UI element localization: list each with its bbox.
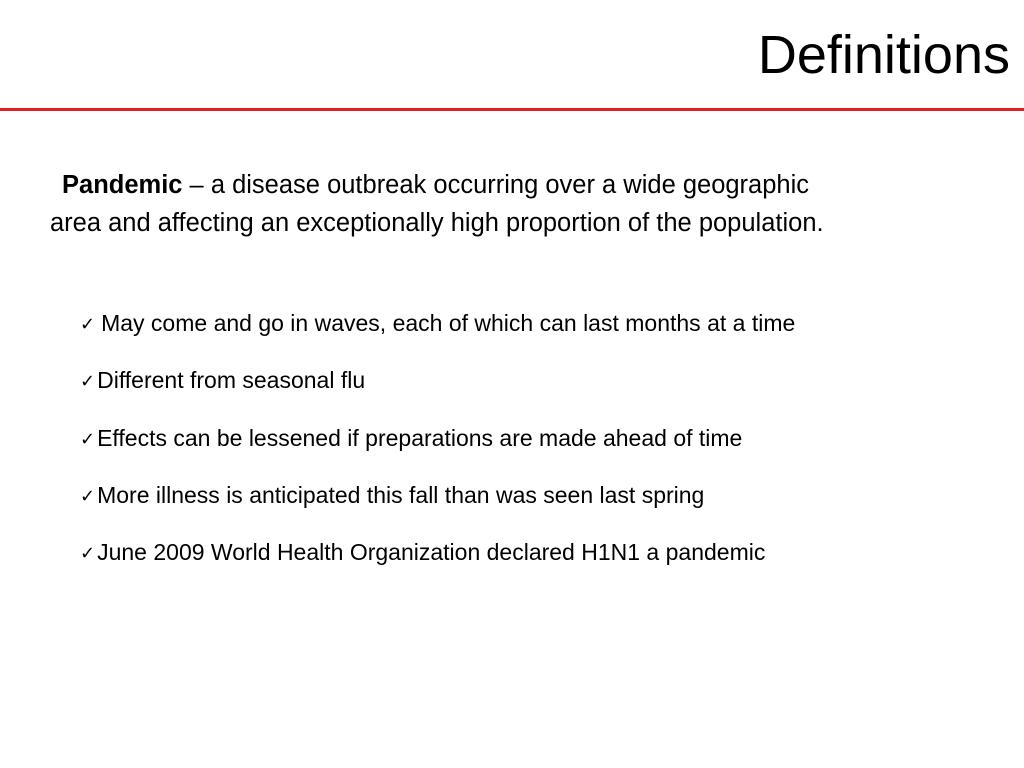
check-icon: ✓ <box>80 428 96 450</box>
title-rule <box>0 108 1024 111</box>
bullet-item <box>80 363 795 420</box>
check-icon: ✓ <box>80 314 96 335</box>
definition-text: – a disease outbreak occurring over a wide geographic area and affecting an exceptionally high proportion of the population. <box>50 171 824 237</box>
bullet-item <box>80 478 795 535</box>
check-icon: ✓ <box>80 485 96 507</box>
bullet-text: More illness is anticipated this fall than was seen last spring <box>97 481 705 508</box>
check-icon: ✓ <box>80 371 96 393</box>
bullet-item <box>80 421 795 478</box>
bullet-item <box>80 306 795 363</box>
bullet-text: Effects can be lessened if preparations are made ahead of time <box>97 424 743 451</box>
check-icon: ✓ <box>80 543 96 565</box>
bullet-text: May come and go in waves, each of which can last months at a time <box>101 310 796 336</box>
bullet-text: June 2009 World Health Organization declared H1N1 a pandemic <box>97 539 766 566</box>
slide-title: Definitions <box>757 25 1010 85</box>
bullet-text: Different from seasonal flu <box>97 367 366 394</box>
definition-term: Pandemic <box>62 171 183 199</box>
definition-paragraph <box>50 166 840 242</box>
bullet-list <box>80 306 795 592</box>
bullet-item <box>80 535 795 592</box>
